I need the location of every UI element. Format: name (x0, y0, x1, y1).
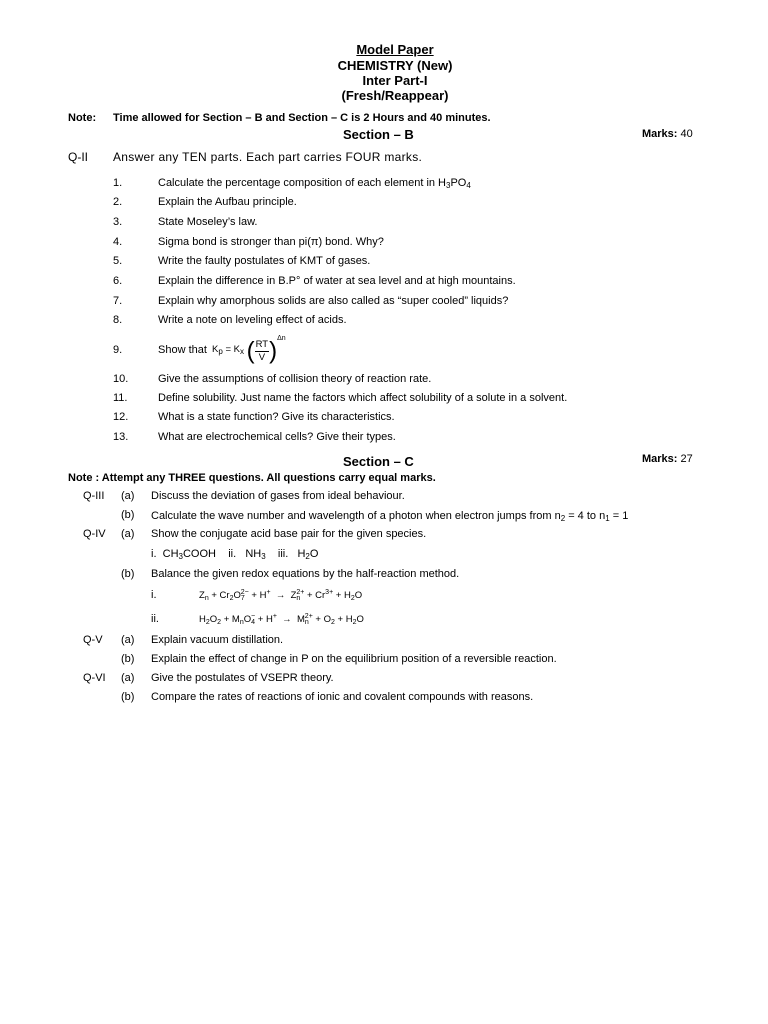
part-label: (a) (121, 672, 135, 684)
note-text: Time allowed for Section – B and Section – C is 2 Hours and 40 minutes. (113, 112, 491, 124)
item-number: 3. (113, 216, 123, 228)
part-text: Discuss the deviation of gases from ideal behaviour. (151, 490, 405, 502)
equation-index: ii. (151, 613, 159, 625)
item-text: What are electrochemical cells? Give their types. (158, 431, 396, 443)
part-label: (b) (121, 691, 135, 703)
marks-label: Marks: (642, 453, 678, 465)
item-number: 7. (113, 295, 123, 307)
class-title: Inter Part-I (362, 73, 428, 88)
item-text: What is a state function? Give its characteristics. (158, 411, 395, 423)
part-label: (b) (121, 568, 135, 580)
item-text: Define solubility. Just name the factors which affect solubility of a solute in a solvent. (158, 392, 568, 404)
item-number: 10. (113, 373, 129, 385)
subject-title: CHEMISTRY (New) (337, 58, 453, 73)
section-c-note: Note : Attempt any THREE questions. All questions carry equal marks. (68, 472, 436, 484)
part-text: Compare the rates of reactions of ionic and covalent compounds with reasons. (151, 691, 534, 703)
marks-label: Marks: (642, 128, 678, 140)
item-text: Write a note on leveling effect of acids. (158, 314, 347, 326)
item-number: 6. (113, 275, 123, 287)
section-b-title: Section – B (343, 127, 414, 142)
part-label: (a) (121, 634, 135, 646)
section-c-marks (642, 453, 693, 465)
item-text: Show that (158, 344, 207, 356)
item-number: 4. (113, 236, 123, 248)
part-label: (b) (121, 509, 135, 521)
item-number: 13. (113, 431, 129, 443)
item-number: 9. (113, 344, 123, 356)
q4-label: Q-IV (83, 528, 106, 540)
part-text: Balance the given redox equations by the half-reaction method. (151, 568, 460, 580)
q2-instruction: Answer any TEN parts. Each part carries FOUR marks. (113, 150, 423, 164)
item-text: Write the faulty postulates of KMT of gases. (158, 255, 371, 267)
item-text: Sigma bond is stronger than pi(π) bond. Why? (158, 236, 384, 248)
part-label: (b) (121, 653, 135, 665)
marks-value: 40 (680, 128, 693, 140)
item-text: Explain why amorphous solids are also called as “super cooled” liquids? (158, 295, 509, 307)
item-text: Calculate the percentage composition of each element in $H_3PO_4$ (158, 177, 471, 190)
q6-label: Q-VI (83, 672, 106, 684)
item-number: 5. (113, 255, 123, 267)
species-list: i. $CH_3COOH$ ii. $NH_3$ iii. $H_2O$ (151, 548, 319, 561)
item-number: 12. (113, 411, 129, 423)
redox-equation-1: $Z_n + Cr_2O_7^{2-} + H^+ \to Z_n^{2+} + Cr^{3+} + H_2O$ (199, 589, 363, 603)
kp-kx-equation: $K_p = K_x$ ( $\frac{RT}{V}$ )$^{\Delta n}$ (212, 335, 286, 365)
q5-label: Q-V (83, 634, 103, 646)
item-number: 8. (113, 314, 123, 326)
item-text: Explain the difference in B.P° of water at sea level and at high mountains. (158, 275, 516, 287)
item-number: 2. (113, 196, 123, 208)
part-text: Show the conjugate acid base pair for the given species. (151, 528, 427, 540)
section-b-marks (642, 128, 693, 140)
item-text: Explain the Aufbau principle. (158, 196, 297, 208)
section-c-title: Section – C (343, 454, 414, 469)
item-number: 11. (113, 392, 128, 404)
part-label: (a) (121, 490, 135, 502)
part-text: Give the postulates of VSEPR theory. (151, 672, 334, 684)
part-label: (a) (121, 528, 135, 540)
equation-index: i. (151, 589, 157, 601)
item-text: State Moseley’s law. (158, 216, 258, 228)
paper-title: Model Paper (356, 42, 434, 57)
q3-label: Q-III (83, 490, 105, 502)
marks-value: 27 (680, 453, 693, 465)
exam-type: (Fresh/Reappear) (341, 88, 449, 103)
item-text: Give the assumptions of collision theory of reaction rate. (158, 373, 432, 385)
item-number: 1. (113, 177, 123, 189)
part-text: Calculate the wave number and wavelength of a photon when electron jumps from $n_2 = 4$ to $n_1 = 1$ (151, 510, 629, 523)
note-label: Note: (68, 112, 97, 124)
redox-equation-2: $H_2O_2 + M_nO_4^- + H^+ \to M_n^{2+} + O_2 + H_2O$ (199, 613, 364, 627)
part-text: Explain vacuum distillation. (151, 634, 284, 646)
part-text: Explain the effect of change in P on the equilibrium position of a reversible reaction. (151, 653, 557, 665)
q2-label: Q-II (68, 150, 88, 164)
